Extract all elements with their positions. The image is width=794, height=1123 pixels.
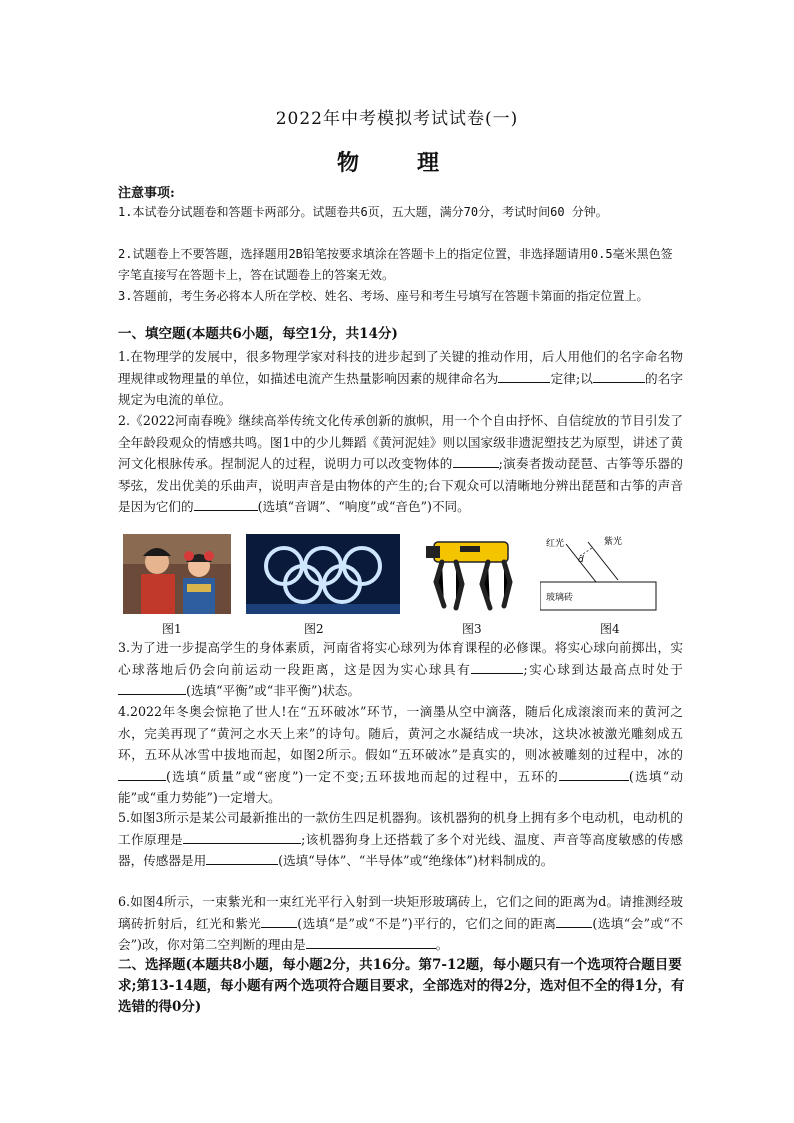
answer-blank (183, 829, 301, 844)
figure-3-robot-dog-photo (420, 534, 525, 614)
figure-4-light-refraction-diagram (540, 534, 658, 614)
answer-blank (206, 850, 278, 865)
answer-blank (471, 659, 523, 674)
figure-1-caption: 图1 (162, 622, 182, 636)
answer-blank (118, 766, 166, 781)
note-item-2: 2.试题卷上不要答题，选择题用2B铅笔按要求填涂在答题卡上的指定位置，非选择题请用0.5毫米黑色签字笔直接写在答题卡上，答在试题卷上的答案无效。 (118, 247, 673, 282)
question-4: 4.2022年冬奥会惊艳了世人!在“五环破冰”环节，一滴墨从空中滴落，随后化成滚滚而来的黄河之水，完美再现了“黄河之水天上来”的诗句。随后，黄河之水凝结成一块冰，这块冰被激光雕刻成五环，五环从冰雪中拔地而起，如图2所示。假如“五环破冰”是真实的，则冰被雕刻的过程中，冰的(选填“质量”或“密度”)一定不变;五环拔地而起的过程中，五环的 (选填“动能”或“重力势能”)一定增大。 (118, 704, 683, 806)
figure-2-olympic-rings-photo (246, 534, 400, 614)
answer-blank (453, 453, 499, 468)
distance-label: d (578, 555, 584, 565)
red-light-label: 红光 (546, 539, 565, 549)
answer-blank (118, 680, 186, 695)
figure-1-dancers-photo (123, 534, 231, 614)
answer-blank (194, 496, 258, 511)
note-item-3: 3.答题前，考生务必将本人所在学校、姓名、考场、座号和考生号填写在答题卡第面的指定位置上。 (118, 289, 649, 303)
subject-title: 物 理 (336, 150, 457, 176)
section-1-heading: 一、填空题(本题共6小题，每空1分，共14分) (118, 326, 398, 342)
question-5: 5.如图3所示是某公司最新推出的一款仿生四足机器狗。该机器狗的机身上拥有多个电动机，电动机的工作原理是 ;该机器狗身上还搭载了多个对光线、温度、声音等高度敏感的传感器，传感器是用 (选填“导体”、“半导体”或“绝缘体”)材料制成的。 (118, 810, 684, 869)
answer-blank (559, 766, 629, 781)
question-6: 6.如图4所示，一束紫光和一束红光平行入射到一块矩形玻璃砖上，它们之间的距离为d。请推测经玻璃砖折射后，红光和紫光 (选填“是”或“不是”)平行的，它们之间的距离 (选填“会”或“不会”)改，你对第二空判断的理由是 。 (118, 894, 683, 953)
note-item-1: 1.本试卷分试题卷和答题卡两部分。试题卷共6页，五大题，满分70分，考试时间60 分钟。 (118, 205, 608, 219)
answer-blank (498, 368, 550, 383)
figure-2-caption: 图2 (304, 622, 324, 636)
figure-3-caption: 图3 (462, 622, 482, 636)
exam-title: 2022年中考模拟考试试卷(一) (275, 109, 519, 129)
purple-light-label: 紫光 (604, 537, 623, 547)
section-2-heading: 二、选择题(本题共8小题，每小题2分，共16分。第7-12题，每小题只有一个选项符合题目要求;第13-14题，每小题有两个选项符合题目要求，全部选对的得2分，选对但不全的得1分，有选错的得0分) (118, 957, 685, 1015)
question-2: 2.《2022河南春晚》继续高举传统文化传承创新的旗帜，用一个个自由抒怀、自信绽放的节目引发了全年龄段观众的情感共鸣。图1中的少儿舞蹈《黄河泥娃》则以国家级非遗泥塑技艺为原型，讲述了黄河文化根脉传承。捏制泥人的过程，说明力可以改变物体的 ;演奏者拨动琵琶、古筝等乐器的琴弦，发出优美的乐曲声，说明声音是由物体的产生的;台下观众可以清晰地分辨出琵琶和古筝的声音是因为它们的 (选填“音调”、“响度”或“音色”)不同。 (118, 413, 683, 515)
figure-4-caption: 图4 (600, 622, 620, 636)
glass-brick-label: 玻璃砖 (546, 593, 574, 603)
question-3: 3.为了进一步提高学生的身体素质，河南省将实心球列为体育课程的必修课。将实心球向前掷出，实心球落地后仍会向前运动一段距离，这是因为实心球具有 ;实心球到达最高点时处于(选填“平衡”或“非平衡”)状态。 (118, 640, 684, 699)
answer-blank (261, 913, 297, 928)
answer-blank (556, 913, 592, 928)
answer-blank (306, 934, 436, 949)
answer-blank (593, 368, 645, 383)
notes-heading: 注意事项: (118, 186, 175, 201)
question-1: 1.在物理学的发展中，很多物理学家对科技的进步起到了关键的推动作用，后人用他们的名字命名物理规律或物理量的单位，如描述电流产生热量影响因素的规律命名为 定律;以 的名字规定为电流的单位。 (118, 349, 684, 408)
